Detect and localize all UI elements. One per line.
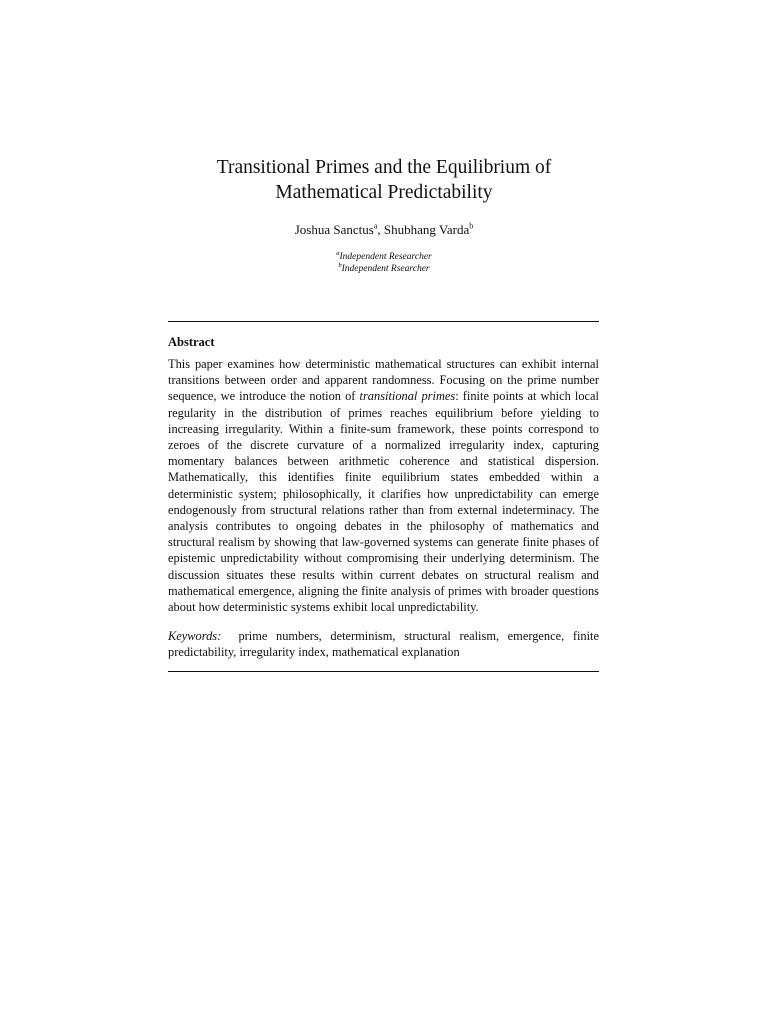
paper-title [100,155,668,205]
abstract-bottom-rule [168,671,599,672]
keywords-text: prime numbers, determinism, structural realism, emergence, finite predictability, irregularity index, mathematical explanation [168,629,599,660]
author-separator: , [377,222,384,237]
affiliation-item [100,251,668,263]
affiliation-mark: a [336,249,340,257]
abstract-heading: Abstract [168,335,215,349]
abstract-text-part: This paper examines how deterministic mathematical structures can exhibit internal transitions between order and apparent randomness. Focusing on the prime number sequence, we introduce the notion of [168,357,599,404]
author-name: Shubhang Varda [383,222,470,237]
author-name: Joshua Sanctus [294,222,374,237]
title-line-1: Transitional Primes and the Equilibrium of [216,157,552,178]
author-list [100,222,668,238]
abstract-top-rule [168,321,599,322]
abstract-body [168,356,599,615]
abstract-emphasis: transitional primes [359,389,456,404]
affiliation-item [100,263,668,275]
author-affiliation-mark: a [373,221,378,231]
affiliation-list [100,251,668,275]
keywords-label: Keywords: [168,629,222,643]
affiliation-mark: b [338,261,342,269]
author-affiliation-mark: b [469,221,474,231]
title-line-2: Mathematical Predictability [275,182,493,203]
affiliation-text: Independent Researcher [339,252,432,262]
abstract-text-part: : finite points at which local regularity in the distribution of primes reaches equilibrium before yielding to increasing irregularity. Within a finite-sum framework, these points correspond to zeroes of the discrete curvature of a normalized irregularity index, capturing momentary balances between arithmetic coherence and statistical dispersion. Mathematically, this identifies finite equilibrium states embedded within a deterministic system; philosophically, it clarifies how unpredictability can emerge endogenously from structural relations rather than from external indeterminacy. The analysis contributes to ongoing debates in the philosophy of mathematics and structural realism by showing that law-governed systems can generate finite phases of epistemic unpredictability without compromising their underlying determinism. The discussion situates these results within current debates on structural realism and mathematical emergence, aligning the finite analysis of primes with broader questions about how deterministic systems exhibit local unpredictability. [168,389,599,615]
affiliation-text: Independent Rsearcher [341,264,430,274]
keywords [168,628,599,660]
